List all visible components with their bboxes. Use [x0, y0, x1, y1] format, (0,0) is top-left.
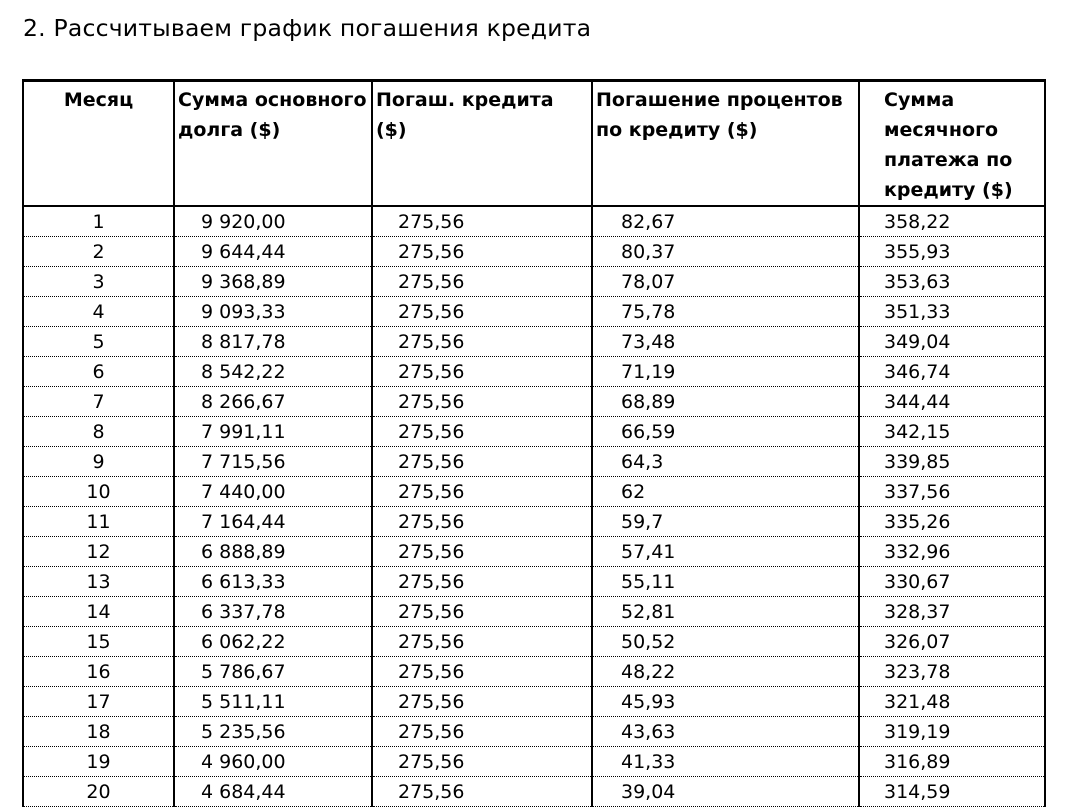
- cell-balance: 6 613,33: [174, 566, 372, 596]
- cell-month: 15: [23, 626, 174, 656]
- cell-month: 16: [23, 656, 174, 686]
- cell-principal: 275,56: [372, 476, 592, 506]
- cell-month: 8: [23, 416, 174, 446]
- table-row: [23, 506, 1045, 536]
- header-row: [23, 81, 1045, 207]
- cell-month: 14: [23, 596, 174, 626]
- table-row: [23, 326, 1045, 356]
- column-header-month: Месяц: [23, 81, 174, 207]
- cell-payment: 349,04: [859, 326, 1045, 356]
- cell-month: 10: [23, 476, 174, 506]
- table-body: [23, 206, 1045, 806]
- table-row: [23, 686, 1045, 716]
- cell-interest: 82,67: [592, 206, 859, 236]
- cell-payment: 346,74: [859, 356, 1045, 386]
- cell-interest: 39,04: [592, 776, 859, 806]
- column-header-payment: Сумма месячного платежа по кредиту ($): [859, 81, 1045, 207]
- cell-interest: 71,19: [592, 356, 859, 386]
- cell-month: 11: [23, 506, 174, 536]
- cell-balance: 6 888,89: [174, 536, 372, 566]
- table-row: [23, 206, 1045, 236]
- cell-principal: 275,56: [372, 416, 592, 446]
- table-row: [23, 776, 1045, 806]
- table-row: [23, 266, 1045, 296]
- cell-month: 3: [23, 266, 174, 296]
- cell-month: 17: [23, 686, 174, 716]
- cell-interest: 75,78: [592, 296, 859, 326]
- cell-balance: 9 920,00: [174, 206, 372, 236]
- cell-interest: 57,41: [592, 536, 859, 566]
- cell-balance: 8 266,67: [174, 386, 372, 416]
- cell-payment: 337,56: [859, 476, 1045, 506]
- table-row: [23, 596, 1045, 626]
- repayment-schedule-table: [22, 79, 1046, 807]
- cell-principal: 275,56: [372, 716, 592, 746]
- cell-principal: 275,56: [372, 776, 592, 806]
- cell-balance: 6 062,22: [174, 626, 372, 656]
- cell-month: 7: [23, 386, 174, 416]
- cell-payment: 330,67: [859, 566, 1045, 596]
- cell-principal: 275,56: [372, 206, 592, 236]
- table-row: [23, 746, 1045, 776]
- cell-month: 13: [23, 566, 174, 596]
- cell-balance: 9 368,89: [174, 266, 372, 296]
- cell-principal: 275,56: [372, 296, 592, 326]
- cell-payment: 316,89: [859, 746, 1045, 776]
- cell-payment: 353,63: [859, 266, 1045, 296]
- cell-principal: 275,56: [372, 746, 592, 776]
- cell-balance: 7 440,00: [174, 476, 372, 506]
- table-row: [23, 476, 1045, 506]
- cell-month: 1: [23, 206, 174, 236]
- column-header-balance: Сумма основного долга ($): [174, 81, 372, 207]
- cell-payment: 323,78: [859, 656, 1045, 686]
- cell-payment: 319,19: [859, 716, 1045, 746]
- cell-balance: 6 337,78: [174, 596, 372, 626]
- cell-interest: 55,11: [592, 566, 859, 596]
- cell-payment: 321,48: [859, 686, 1045, 716]
- cell-principal: 275,56: [372, 626, 592, 656]
- table-row: [23, 296, 1045, 326]
- table-row: [23, 656, 1045, 686]
- cell-principal: 275,56: [372, 446, 592, 476]
- cell-principal: 275,56: [372, 566, 592, 596]
- cell-month: 4: [23, 296, 174, 326]
- cell-principal: 275,56: [372, 386, 592, 416]
- cell-month: 19: [23, 746, 174, 776]
- cell-interest: 59,7: [592, 506, 859, 536]
- cell-principal: 275,56: [372, 596, 592, 626]
- cell-balance: 7 715,56: [174, 446, 372, 476]
- cell-balance: 7 991,11: [174, 416, 372, 446]
- cell-payment: 339,85: [859, 446, 1045, 476]
- cell-balance: 9 644,44: [174, 236, 372, 266]
- cell-interest: 48,22: [592, 656, 859, 686]
- table-row: [23, 626, 1045, 656]
- cell-interest: 43,63: [592, 716, 859, 746]
- cell-payment: 314,59: [859, 776, 1045, 806]
- cell-principal: 275,56: [372, 236, 592, 266]
- table-row: [23, 386, 1045, 416]
- cell-month: 6: [23, 356, 174, 386]
- table-row: [23, 536, 1045, 566]
- cell-payment: 326,07: [859, 626, 1045, 656]
- cell-balance: 8 542,22: [174, 356, 372, 386]
- cell-balance: 5 511,11: [174, 686, 372, 716]
- cell-principal: 275,56: [372, 536, 592, 566]
- cell-month: 20: [23, 776, 174, 806]
- cell-principal: 275,56: [372, 326, 592, 356]
- cell-principal: 275,56: [372, 506, 592, 536]
- cell-month: 5: [23, 326, 174, 356]
- cell-principal: 275,56: [372, 686, 592, 716]
- cell-principal: 275,56: [372, 266, 592, 296]
- cell-interest: 50,52: [592, 626, 859, 656]
- cell-month: 9: [23, 446, 174, 476]
- page-title: 2. Рассчитываем график погашения кредита: [23, 14, 592, 42]
- cell-interest: 52,81: [592, 596, 859, 626]
- table-row: [23, 416, 1045, 446]
- cell-balance: 5 786,67: [174, 656, 372, 686]
- cell-interest: 80,37: [592, 236, 859, 266]
- cell-payment: 328,37: [859, 596, 1045, 626]
- cell-principal: 275,56: [372, 356, 592, 386]
- cell-balance: 5 235,56: [174, 716, 372, 746]
- cell-interest: 64,3: [592, 446, 859, 476]
- cell-payment: 342,15: [859, 416, 1045, 446]
- cell-payment: 335,26: [859, 506, 1045, 536]
- cell-balance: 7 164,44: [174, 506, 372, 536]
- table-row: [23, 236, 1045, 266]
- cell-interest: 66,59: [592, 416, 859, 446]
- cell-interest: 62: [592, 476, 859, 506]
- table-row: [23, 356, 1045, 386]
- cell-balance: 4 684,44: [174, 776, 372, 806]
- table-row: [23, 716, 1045, 746]
- cell-interest: 68,89: [592, 386, 859, 416]
- table-row: [23, 446, 1045, 476]
- column-header-principal: Погаш. кредита ($): [372, 81, 592, 207]
- cell-interest: 78,07: [592, 266, 859, 296]
- cell-payment: 351,33: [859, 296, 1045, 326]
- cell-balance: 9 093,33: [174, 296, 372, 326]
- cell-payment: 358,22: [859, 206, 1045, 236]
- cell-interest: 41,33: [592, 746, 859, 776]
- cell-payment: 332,96: [859, 536, 1045, 566]
- cell-balance: 4 960,00: [174, 746, 372, 776]
- table-row: [23, 566, 1045, 596]
- cell-principal: 275,56: [372, 656, 592, 686]
- column-header-interest: Погашение процентов по кредиту ($): [592, 81, 859, 207]
- cell-month: 2: [23, 236, 174, 266]
- cell-interest: 73,48: [592, 326, 859, 356]
- cell-payment: 355,93: [859, 236, 1045, 266]
- cell-interest: 45,93: [592, 686, 859, 716]
- cell-balance: 8 817,78: [174, 326, 372, 356]
- cell-payment: 344,44: [859, 386, 1045, 416]
- cell-month: 18: [23, 716, 174, 746]
- cell-month: 12: [23, 536, 174, 566]
